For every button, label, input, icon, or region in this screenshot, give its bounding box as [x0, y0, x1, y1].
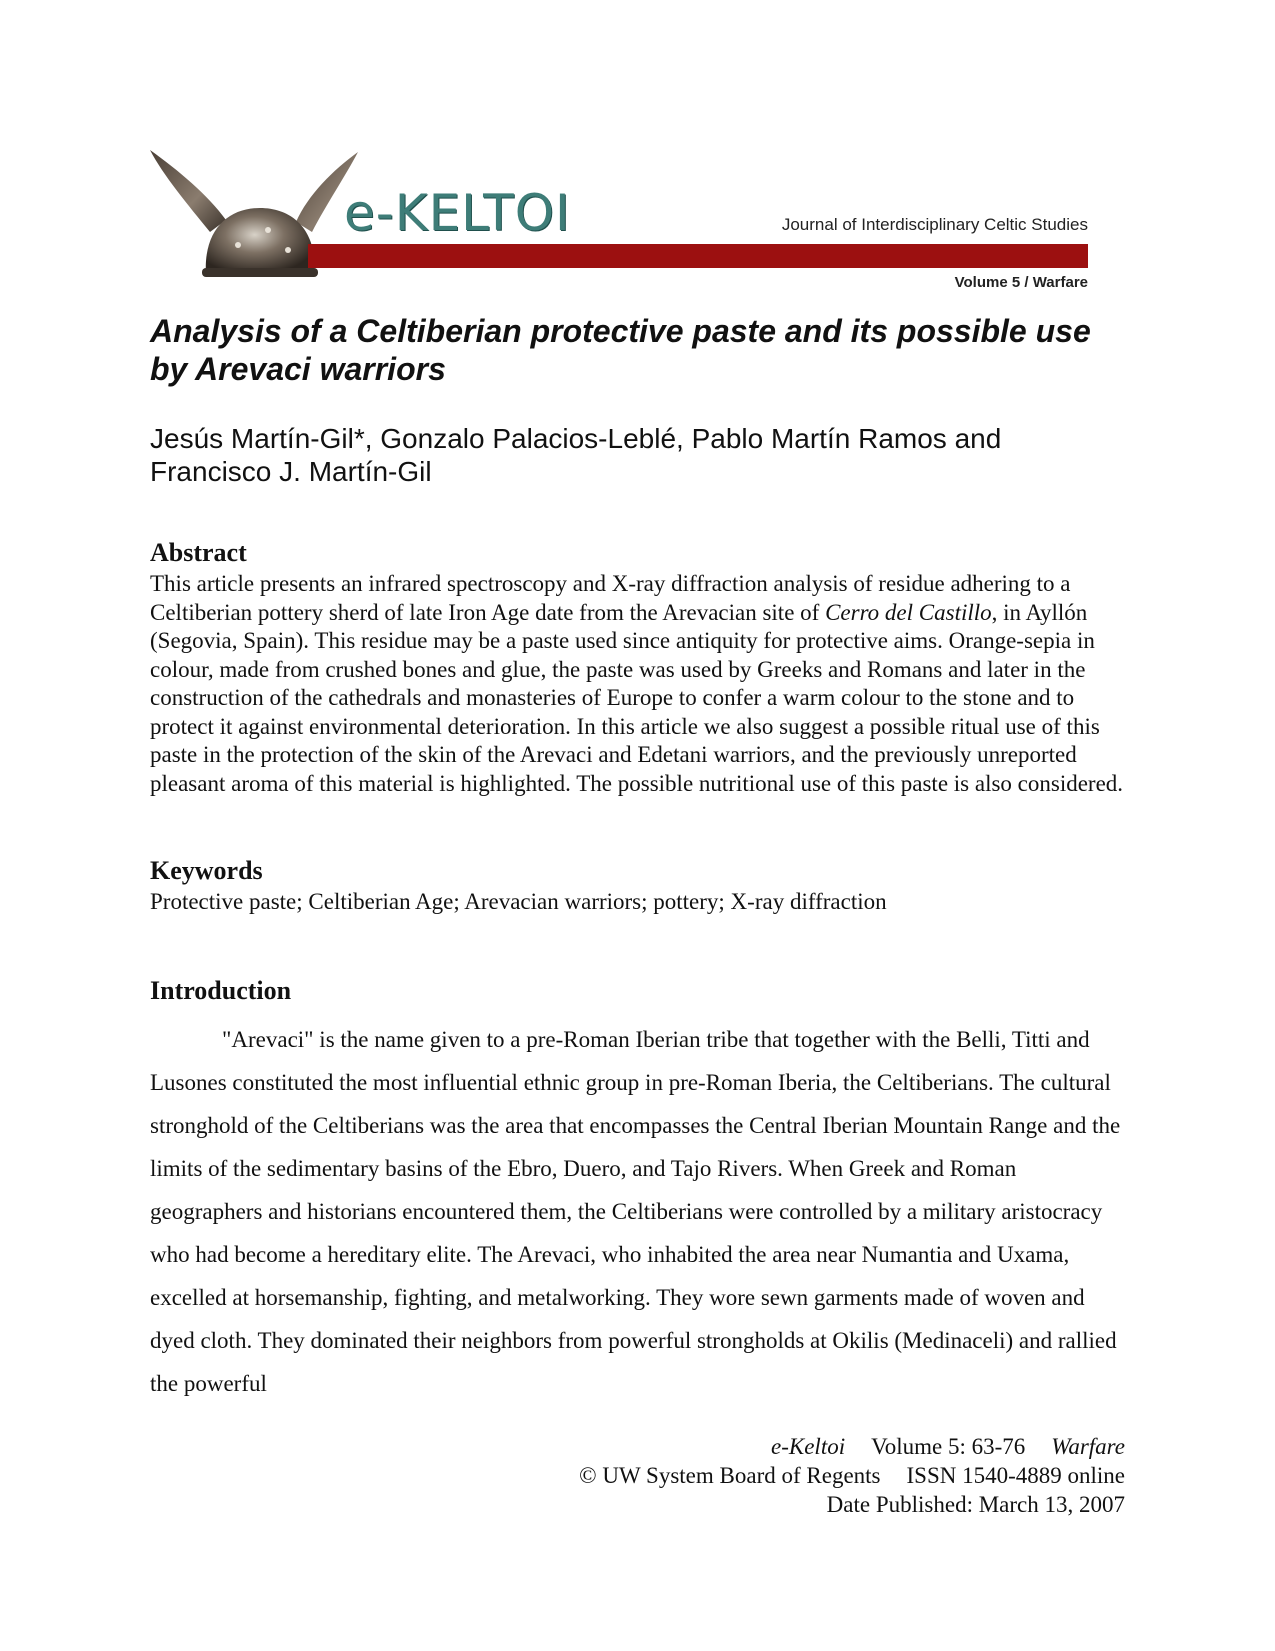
keywords-text: Protective paste; Celtiberian Age; Arevacian warriors; pottery; X-ray diffraction: [150, 889, 887, 914]
abstract-text-start: This article presents an infrared spectroscopy and X-ray diffraction analysis of residue adhering to a Celtiberian pottery sherd of late Iron Age date from the Arevacian site of: [150, 571, 1071, 625]
footer-rights-line: [579, 1461, 1125, 1490]
page-footer: [579, 1432, 1125, 1519]
abstract-text-end: , in Ayllón (Segovia, Spain). This residue may be a paste used since antiquity for protective aims. Orange-sepia in colour, made from crushed bones and glue, the paste was used by Greeks and Romans and later in the construction of the cathedrals and monasteries of Europe to confer a warm colour to the stone and to protect it against environmental deterioration. In this article we also suggest a possible ritual use of this paste in the protection of the skin of the Arevaci and Edetani warriors, and the previously unreported pleasant aroma of this material is highlighted. The possible nutritional use of this paste is also considered.: [150, 599, 1124, 796]
footer-issn: ISSN 1540-4889 online: [906, 1463, 1125, 1488]
footer-volume-pages: Volume 5: 63-76: [871, 1434, 1026, 1459]
footer-copyright: © UW System Board of Regents: [579, 1463, 881, 1488]
footer-journal: e-Keltoi: [771, 1434, 846, 1459]
keywords-heading: Keywords: [150, 856, 263, 885]
introduction-text: "Arevaci" is the name given to a pre-Roman Iberian tribe that together with the Belli, Titti and Lusones constituted the most influential ethnic group in pre-Roman Iberia, the Celtiberians. The cultural stronghold of the Celtiberians was the area that encompasses the Central Iberian Mountain Range and the limits of the sedimentary basins of the Ebro, Duero, and Tajo Rivers. When Greek and Roman geographers and historians encountered them, the Celtiberians were controlled by a military aristocracy who had become a hereditary elite. The Arevaci, who inhabited the area near Numantia and Uxama, excelled at horsemanship, fighting, and metalworking. They wore sewn garments made of woven and dyed cloth. They dominated their neighbors from powerful strongholds at Okilis (Medinaceli) and rallied the powerful: [150, 1027, 1121, 1396]
abstract-site-name: Cerro del Castillo: [825, 599, 992, 625]
footer-theme: Warfare: [1051, 1434, 1125, 1459]
article-authors: Jesús Martín-Gil*, Gonzalo Palacios-Leblé, Pablo Martín Ramos and Francisco J. Martín-Gil: [150, 423, 1002, 487]
footer-citation-line: [579, 1432, 1125, 1461]
article-title: Analysis of a Celtiberian protective paste and its possible use by Arevaci warriors: [150, 313, 1091, 387]
journal-logo-text: e-KELTOI: [344, 184, 571, 242]
volume-line: Volume 5 / Warfare: [954, 274, 1088, 291]
abstract-heading: Abstract: [150, 538, 247, 567]
introduction-heading: Introduction: [150, 976, 292, 1005]
header-red-bar: [308, 244, 1088, 268]
footer-date-published: Date Published: March 13, 2007: [826, 1492, 1125, 1517]
journal-name: Journal of Interdisciplinary Celtic Studies: [781, 215, 1088, 234]
abstract-text: [150, 570, 1125, 798]
journal-masthead: [148, 150, 1088, 300]
